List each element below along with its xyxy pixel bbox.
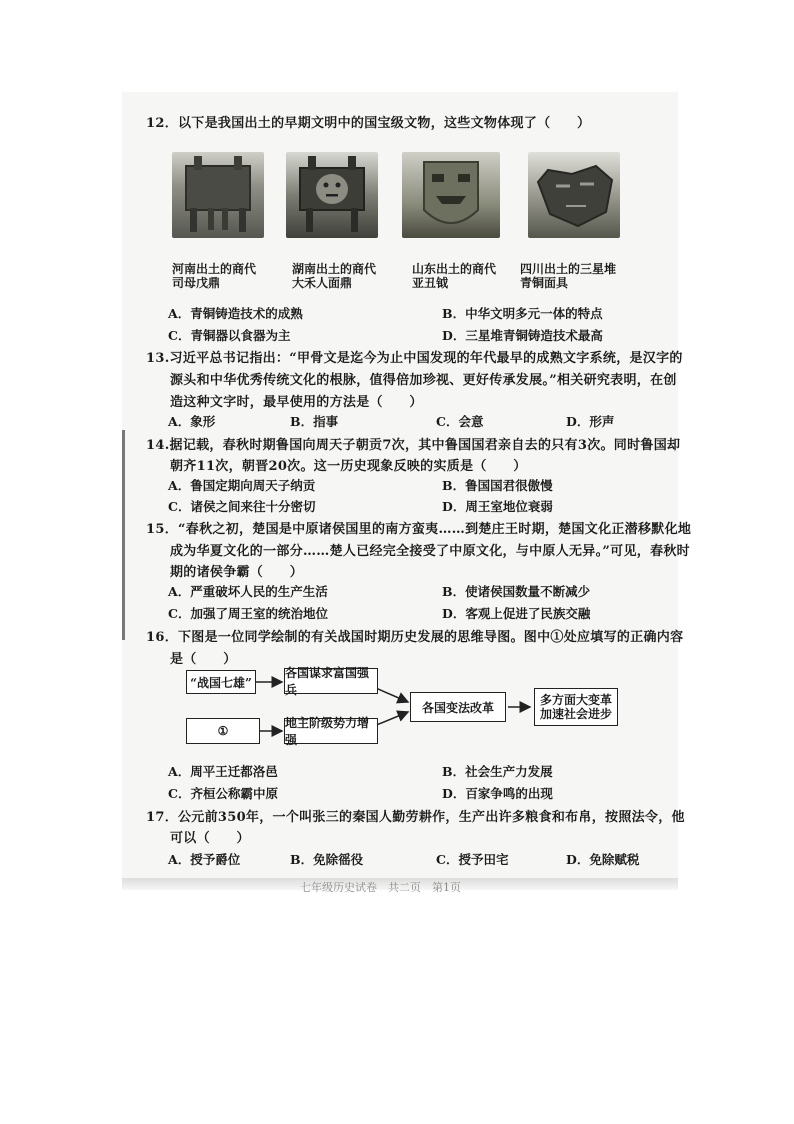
- q14-stem-line2: 朝齐11次，朝晋20次。这一历史现象反映的实质是（ ）: [170, 459, 527, 474]
- diagram-box-great-change: 多方面大变革 加速社会进步: [534, 688, 618, 726]
- q16-option-b[interactable]: B．社会生产力发展: [442, 764, 553, 779]
- q15-option-d[interactable]: D．客观上促进了民族交融: [442, 606, 591, 621]
- q12-option-c[interactable]: C．青铜器以食器为主: [168, 328, 291, 343]
- artifact-caption-2: 湖南出土的商代 大禾人面鼎: [292, 262, 377, 290]
- q15-option-b[interactable]: B．使诸侯国数量不断减少: [442, 584, 591, 599]
- q14-stem-line1: 14.据记载，春秋时期鲁国向周天子朝贡7次，其中鲁国国君亲自去的只有3次。同时鲁国却: [146, 438, 681, 453]
- q16-option-a[interactable]: A．周平王迁都洛邑: [168, 764, 278, 779]
- artifact-caption-3: 山东出土的商代 亚丑钺: [412, 262, 497, 290]
- bronze-mask-icon: [528, 152, 620, 238]
- q16-option-d[interactable]: D．百家争鸣的出现: [442, 786, 553, 801]
- artifact-image-simuwu-ding: [172, 152, 264, 238]
- q12-option-d[interactable]: D．三星堆青铜铸造技术最高: [442, 328, 603, 343]
- diagram-box-landlord-rise: 地主阶级势力增强: [284, 718, 378, 744]
- q13-stem-line2: 源头和中华优秀传统文化的根脉，值得倍加珍视、更好传承发展。”相关研究表明，在创: [170, 373, 677, 388]
- q12-option-b[interactable]: B．中华文明多元一体的特点: [442, 306, 603, 321]
- q15-stem-line3: 期的诸侯争霸（ ）: [170, 565, 304, 580]
- artifact-image-yachou-yue: [402, 152, 500, 238]
- q13-stem-line3: 造这种文字时，最早使用的方法是（ ）: [170, 395, 423, 410]
- q16-stem-line1: 16．下图是一位同学绘制的有关战国时期历史发展的思维导图。图中①处应填写的正确内容: [146, 630, 684, 645]
- q17-option-c[interactable]: C．授予田宅: [436, 852, 509, 867]
- q14-option-b[interactable]: B．鲁国国君很傲慢: [442, 478, 553, 493]
- diagram-box-blank-1: ①: [186, 718, 260, 744]
- q13-option-c[interactable]: C．会意: [436, 414, 484, 429]
- diagram-box-seek-wealth: 各国谋求富国强兵: [284, 668, 378, 694]
- q17-stem-line2: 可以（ ）: [170, 831, 250, 846]
- q15-stem-line2: 成为华夏文化的一部分……楚人已经完全接受了中原文化，与中原人无异。”可见，春秋时: [170, 544, 690, 559]
- ding-vessel-icon: [172, 152, 264, 238]
- axe-yue-icon: [402, 152, 500, 238]
- q15-option-c[interactable]: C．加强了周王室的统治地位: [168, 606, 328, 621]
- artifact-image-sanxingdui-mask: [528, 152, 620, 238]
- q17-option-a[interactable]: A．授予爵位: [168, 852, 241, 867]
- artifact-caption-1: 河南出土的商代 司母戊鼎: [172, 262, 257, 290]
- q16-option-c[interactable]: C．齐桓公称霸中原: [168, 786, 278, 801]
- q13-option-d[interactable]: D．形声: [566, 414, 615, 429]
- q14-option-d[interactable]: D．周王室地位衰弱: [442, 499, 553, 514]
- q15-stem-line1: 15．“春秋之初，楚国是中原诸侯国里的南方蛮夷……到楚庄王时期，楚国文化正潜移默化地: [146, 522, 692, 537]
- q17-stem-line1: 17．公元前350年，一个叫张三的秦国人勤劳耕作，生产出许多粮食和布帛，按照法令，他: [146, 810, 685, 825]
- q13-option-b[interactable]: B．指事: [290, 414, 339, 429]
- scan-edge-shadow: [122, 430, 125, 640]
- q12-stem: 12．以下是我国出土的早期文明中的国宝级文物，这些文物体现了（ ）: [146, 116, 591, 131]
- page-footer: 七年级历史试卷 共二页 第1页: [300, 881, 461, 894]
- q13-stem-line1: 13.习近平总书记指出：“甲骨文是迄今为止中国发现的年代最早的成熟文字系统，是汉字的: [146, 351, 683, 366]
- q14-option-a[interactable]: A．鲁国定期向周天子纳贡: [168, 478, 316, 493]
- q15-option-a[interactable]: A．严重破坏人民的生产生活: [168, 584, 328, 599]
- diagram-box-reforms: 各国变法改革: [410, 692, 506, 722]
- diagram-box-seven-states: “战国七雄”: [186, 670, 256, 694]
- artifact-image-dahe-face-ding: [286, 152, 378, 238]
- q17-option-b[interactable]: B．免除徭役: [290, 852, 364, 867]
- q16-stem-line2: 是（ ）: [170, 652, 237, 667]
- q17-option-d[interactable]: D．免除赋税: [566, 852, 640, 867]
- q13-option-a[interactable]: A．象形: [168, 414, 216, 429]
- q14-option-c[interactable]: C．诸侯之间来往十分密切: [168, 499, 316, 514]
- face-ding-icon: [286, 152, 378, 238]
- artifact-caption-4: 四川出土的三星堆 青铜面具: [520, 262, 617, 290]
- q12-option-a[interactable]: A．青铜铸造技术的成熟: [168, 306, 303, 321]
